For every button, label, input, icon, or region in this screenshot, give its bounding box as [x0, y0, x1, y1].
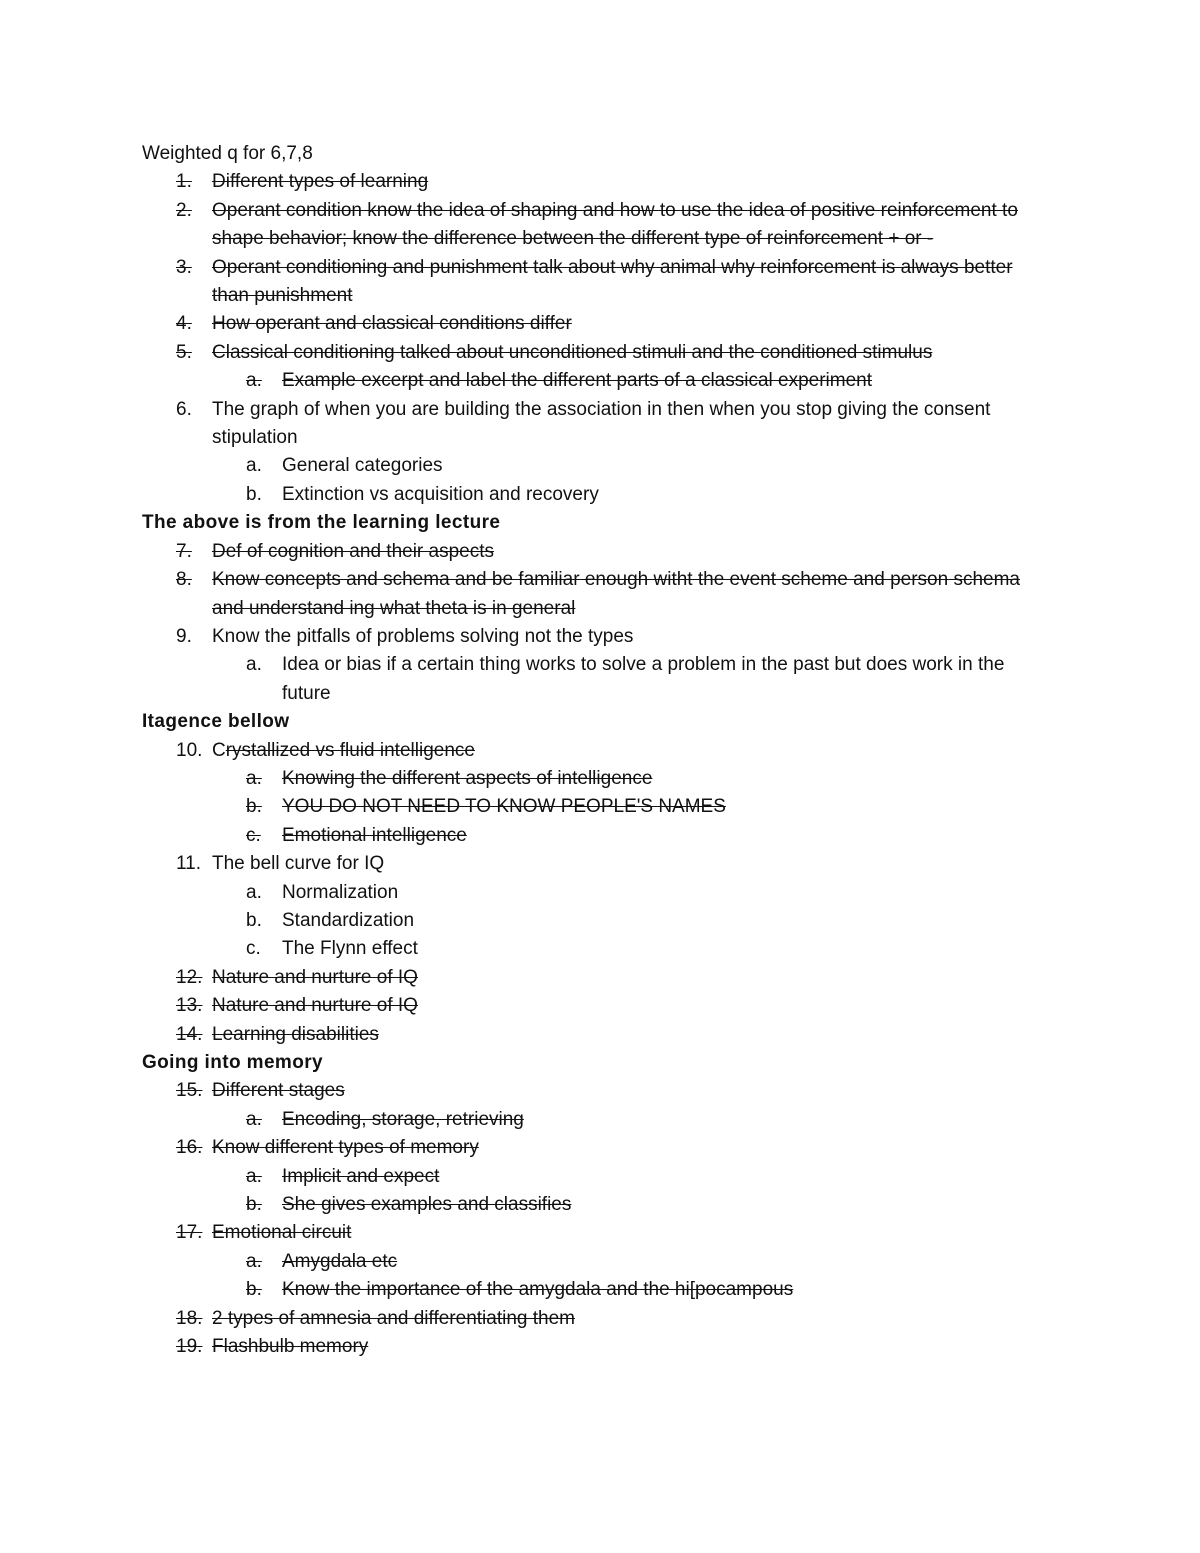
list-text: Emotional intelligence	[282, 824, 467, 846]
list-marker: 9.	[176, 625, 192, 647]
list-item	[142, 623, 1042, 651]
list-text: General categories	[282, 455, 443, 477]
list-marker: b.	[246, 483, 262, 505]
list-item	[142, 1305, 1042, 1333]
list-text: Knowing the different aspects of intelligence	[282, 767, 653, 789]
list-item	[142, 1077, 1042, 1105]
list-item	[142, 1219, 1042, 1247]
list-subitem	[142, 935, 1052, 963]
list-text: Different stages	[212, 1080, 345, 1102]
list-item	[142, 396, 1042, 453]
list-marker: a.	[246, 767, 262, 789]
intelligence-list	[142, 737, 1082, 1049]
list-subitem	[142, 822, 1052, 850]
list-marker: 3.	[176, 256, 192, 278]
list-item	[142, 254, 1042, 311]
list-text-prefix: C	[212, 739, 226, 761]
list-subitem	[142, 651, 1052, 708]
list-marker: b.	[246, 1279, 262, 1301]
memory-list	[142, 1077, 1082, 1361]
list-marker: 2.	[176, 199, 192, 221]
section-heading-intelligence: Itagence bellow	[142, 711, 290, 733]
list-text: Example excerpt and label the different parts of a classical experiment	[282, 370, 873, 392]
list-text: Learning disabilities	[212, 1023, 379, 1045]
list-text: Nature and nurture of IQ	[212, 966, 418, 988]
list-marker: a.	[246, 1108, 262, 1130]
list-marker: 7.	[176, 540, 192, 562]
list-marker: 10.	[176, 739, 203, 761]
list-marker: a.	[246, 654, 262, 676]
list-text: The bell curve for IQ	[212, 853, 385, 875]
list-marker: 6.	[176, 398, 192, 420]
list-text: Know the pitfalls of problems solving not the types	[212, 625, 634, 647]
list-text: Normalization	[282, 881, 399, 903]
list-text: Operant condition know the idea of shaping and how to use the idea of positive reinforcement to shape behavior; know the difference between the different type of reinforcement + or -	[212, 199, 1018, 250]
list-item	[142, 310, 1042, 338]
list-text: Standardization	[282, 909, 415, 931]
list-subitem	[142, 1191, 1052, 1219]
list-marker: a.	[246, 370, 262, 392]
list-marker: 16.	[176, 1137, 203, 1159]
list-subitem	[142, 879, 1052, 907]
list-marker: 17.	[176, 1222, 203, 1244]
list-item	[142, 168, 1042, 196]
list-marker: 19.	[176, 1336, 203, 1358]
list-marker: 5.	[176, 341, 192, 363]
learning-list	[142, 168, 1082, 509]
list-subitem	[142, 1163, 1052, 1191]
list-text: Classical conditioning talked about unconditioned stimuli and the conditioned stimulus	[212, 341, 933, 363]
list-text: Encoding, storage, retrieving	[282, 1108, 524, 1130]
list-item	[142, 1333, 1042, 1361]
list-marker: a.	[246, 1250, 262, 1272]
list-marker: 12.	[176, 966, 203, 988]
list-item	[142, 197, 1042, 254]
list-item	[142, 964, 1042, 992]
list-item	[142, 1134, 1042, 1162]
list-marker: c.	[246, 824, 261, 846]
list-subitem	[142, 907, 1052, 935]
list-marker: a.	[246, 881, 262, 903]
list-text: Know different types of memory	[212, 1137, 479, 1159]
list-item	[142, 566, 1042, 623]
list-marker: c.	[246, 938, 261, 960]
list-marker: 11.	[176, 853, 202, 875]
list-text: YOU DO NOT NEED TO KNOW PEOPLE'S NAMES	[282, 796, 726, 818]
list-text-struck: rystallized vs fluid intelligence	[225, 739, 475, 761]
list-text: Operant conditioning and punishment talk about why animal why reinforcement is always better than punishment	[212, 256, 1013, 307]
list-item	[142, 1021, 1042, 1049]
list-marker: b.	[246, 1194, 262, 1216]
list-text: Different types of learning	[212, 171, 429, 193]
list-marker: 4.	[176, 313, 192, 335]
list-text: Know concepts and schema and be familiar enough witht the event scheme and person schema and understand ing what theta is in general	[212, 569, 1020, 619]
list-marker: 14.	[176, 1023, 203, 1045]
list-text: The graph of when you are building the association in then when you stop giving the consent stipulation	[212, 398, 991, 449]
list-text: Implicit and expect	[282, 1165, 440, 1187]
section-heading-learning: The above is from the learning lecture	[142, 512, 501, 534]
list-item	[142, 850, 1042, 878]
list-text: Nature and nurture of IQ	[212, 995, 418, 1017]
document-page	[142, 140, 1082, 1361]
list-marker: a.	[246, 455, 262, 477]
list-item	[142, 538, 1042, 566]
list-marker: 15.	[176, 1080, 203, 1102]
list-subitem	[142, 1276, 1052, 1304]
list-item	[142, 992, 1042, 1020]
list-marker: 8.	[176, 569, 192, 591]
list-text: Extinction vs acquisition and recovery	[282, 483, 599, 505]
list-subitem	[142, 367, 1052, 395]
list-text: Know the importance of the amygdala and the hi[pocampous	[282, 1279, 794, 1301]
document-title: Weighted q for 6,7,8	[142, 143, 313, 164]
list-marker: a.	[246, 1165, 262, 1187]
list-marker: b.	[246, 909, 262, 931]
list-text: Emotional circuit	[212, 1222, 352, 1244]
list-item	[142, 737, 1042, 765]
list-marker: b.	[246, 796, 262, 818]
list-subitem	[142, 481, 1052, 509]
list-subitem	[142, 452, 1052, 480]
list-subitem	[142, 1106, 1052, 1134]
list-text: Idea or bias if a certain thing works to solve a problem in the past but does work in the future	[282, 654, 1005, 704]
list-text: Flashbulb memory	[212, 1336, 369, 1358]
section-heading-memory: Going into memory	[142, 1052, 323, 1073]
list-item	[142, 339, 1042, 367]
list-text: 2 types of amnesia and differentiating them	[212, 1307, 575, 1329]
list-subitem	[142, 765, 1052, 793]
list-text: Def of cognition and their aspects	[212, 540, 495, 562]
list-marker: 1.	[176, 171, 192, 193]
list-text: The Flynn effect	[282, 938, 418, 960]
cognition-list	[142, 538, 1082, 708]
list-text: How operant and classical conditions differ	[212, 313, 572, 335]
list-marker: 18.	[176, 1307, 203, 1329]
list-text: She gives examples and classifies	[282, 1194, 572, 1216]
list-text: Amygdala etc	[282, 1250, 398, 1272]
list-marker: 13.	[176, 995, 203, 1017]
list-subitem	[142, 793, 1052, 821]
list-subitem	[142, 1248, 1052, 1276]
